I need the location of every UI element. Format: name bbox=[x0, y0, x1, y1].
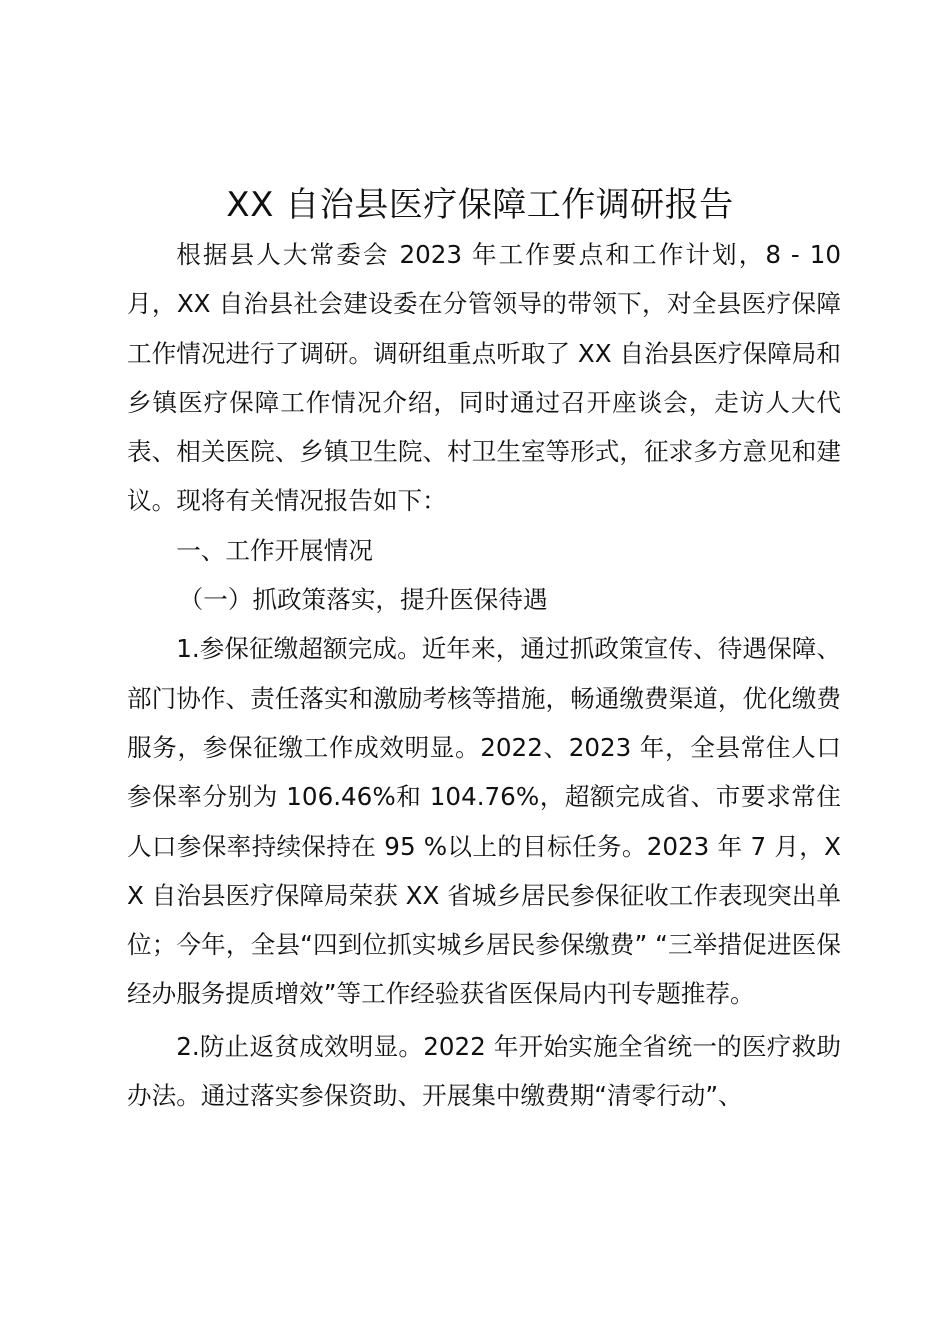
document-body bbox=[127, 230, 841, 1120]
paragraph-item-1: 1.参保征缴超额完成。近年来，通过抓政策宣传、待遇保障、部门协作、责任落实和激励考核等措施，畅通缴费渠道，优化缴费服务，参保征缴工作成效明显。2022、2023 年，全县常住人口参保率分别为 106.46%和 104.76%，超额完成省、市要求常住人口参保率持续保持在 95 %以上的目标任务。2023 年 7 月，XX 自治县医疗保障局荣获 XX 省城乡居民参保征收工作表现突出单位；今年，全县“四到位抓实城乡居民参保缴费” “三举措促进医保经办服务提质增效”等工作经验获省医保局内刊专题推荐。 bbox=[127, 634, 841, 1009]
section-heading-1: 一、工作开展情况 bbox=[176, 535, 373, 565]
paragraph-item-2: 2.防止返贫成效明显。2022 年开始实施全省统一的医疗救助办法。通过落实参保资助、开展集中缴费期“清零行动”、 bbox=[127, 1031, 841, 1111]
document-title: XX 自治县医疗保障工作调研报告 bbox=[226, 185, 734, 225]
subsection-heading-1: （一）抓政策落实，提升医保待遇 bbox=[178, 585, 548, 615]
paragraph-intro: 根据县人大常委会 2023 年工作要点和工作计划，8 - 10 月，XX 自治县社会建设委在分管领导的带领下，对全县医疗保障工作情况进行了调研。调研组重点听取了 XX 自治县医疗保障局和乡镇医疗保障工作情况介绍，同时通过召开座谈会，走访人大代表、相关医院、乡镇卫生院、村卫生室等形式，征求多方意见和建议。现将有关情况报告如下： bbox=[127, 240, 841, 516]
